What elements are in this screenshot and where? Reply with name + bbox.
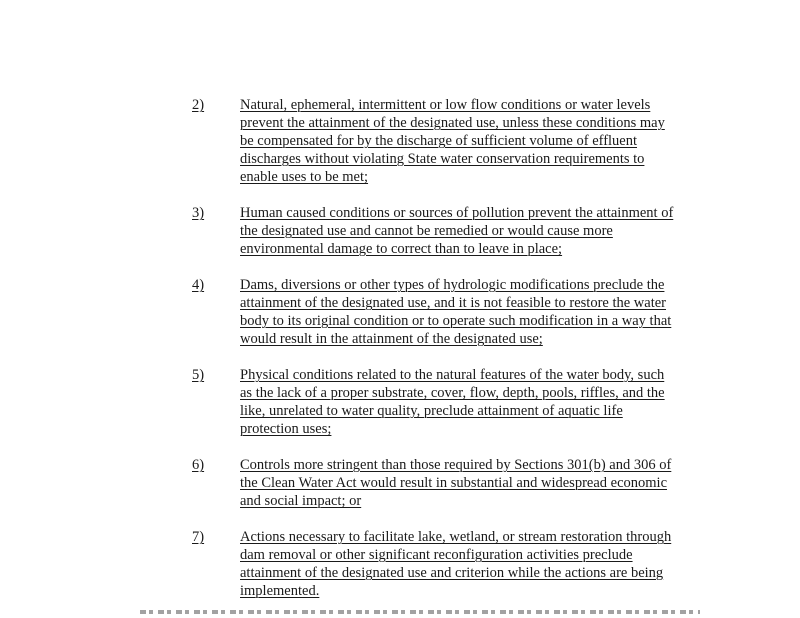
- item-number: 7): [192, 529, 205, 545]
- text-line: protection uses;: [240, 421, 332, 437]
- text-line: Controls more stringent than those required by Sections 301(b) and 306 of: [240, 457, 672, 473]
- text-line: enable uses to be met;: [240, 169, 369, 185]
- text-line: the Clean Water Act would result in substantial and widespread economic: [240, 475, 668, 491]
- text-line: attainment of the designated use, and it is not feasible to restore the water: [240, 295, 667, 311]
- text-line: prevent the attainment of the designated use, unless these conditions may: [240, 115, 665, 131]
- item-text: [240, 456, 710, 510]
- text-line: body to its original condition or to operate such modification in a way that: [240, 313, 672, 329]
- item-number: 3): [192, 205, 205, 221]
- partial-text-line: [140, 610, 700, 614]
- cut-off-next-line: [0, 604, 800, 618]
- item-number: 4): [192, 277, 205, 293]
- text-line: Natural, ephemeral, intermittent or low flow conditions or water levels: [240, 97, 651, 113]
- text-line: be compensated for by the discharge of sufficient volume of effluent: [240, 133, 638, 149]
- text-line: implemented.: [240, 583, 320, 599]
- text-line: Actions necessary to facilitate lake, wetland, or stream restoration through: [240, 529, 672, 545]
- list-item-7: [192, 528, 712, 600]
- text-line: environmental damage to correct than to leave in place;: [240, 241, 563, 257]
- item-text: [240, 366, 710, 438]
- text-line: Dams, diversions or other types of hydrologic modifications preclude the: [240, 277, 665, 293]
- criteria-list: [192, 96, 712, 618]
- text-line: and social impact; or: [240, 493, 362, 509]
- text-line: would result in the attainment of the designated use;: [240, 331, 543, 347]
- item-number: 5): [192, 367, 205, 383]
- item-number: 6): [192, 457, 205, 473]
- text-line: like, unrelated to water quality, preclude attainment of aquatic life: [240, 403, 623, 419]
- item-text: [240, 276, 710, 348]
- list-item-5: [192, 366, 712, 438]
- list-item-2: [192, 96, 712, 186]
- text-line: attainment of the designated use and criterion while the actions are being: [240, 565, 664, 581]
- item-text: [240, 204, 710, 258]
- text-line: Physical conditions related to the natural features of the water body, such: [240, 367, 665, 383]
- item-text: [240, 96, 710, 186]
- text-line: dam removal or other significant reconfiguration activities preclude: [240, 547, 633, 563]
- list-item-6: [192, 456, 712, 510]
- text-line: the designated use and cannot be remedied or would cause more: [240, 223, 613, 239]
- list-item-3: [192, 204, 712, 258]
- text-line: discharges without violating State water conservation requirements to: [240, 151, 645, 167]
- text-line: Human caused conditions or sources of pollution prevent the attainment of: [240, 205, 674, 221]
- text-line: as the lack of a proper substrate, cover, flow, depth, pools, riffles, and the: [240, 385, 665, 401]
- item-text: [240, 528, 710, 600]
- list-item-4: [192, 276, 712, 348]
- item-number: 2): [192, 97, 205, 113]
